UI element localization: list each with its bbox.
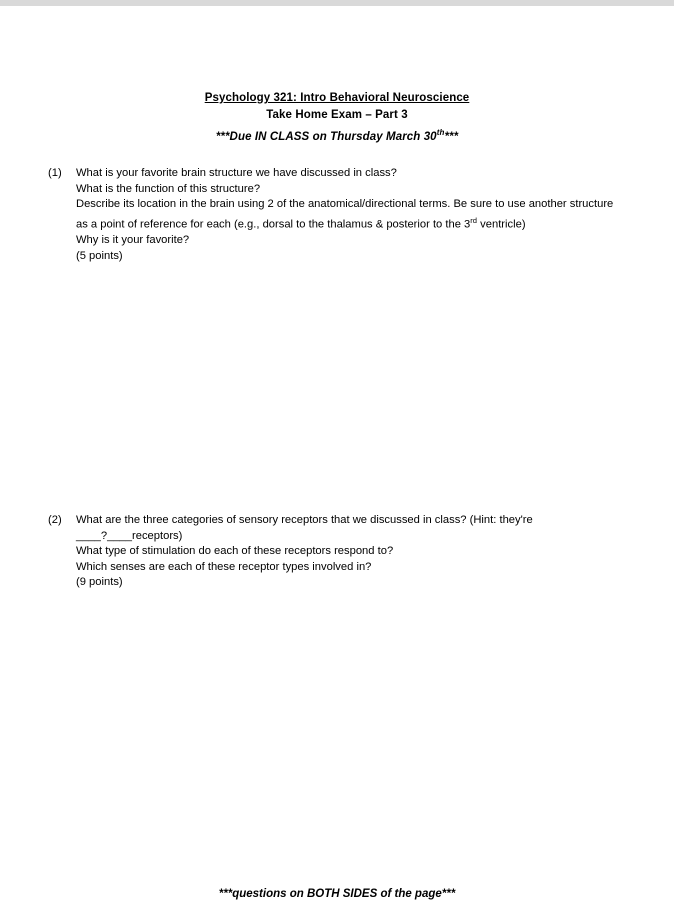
question-2-line-2: ____?____receptors) bbox=[76, 529, 183, 542]
question-1-line-1: What is your favorite brain structure we have discussed in class? bbox=[76, 167, 397, 179]
question-2 bbox=[48, 513, 618, 591]
footer-note: ***questions on BOTH SIDES of the page*** bbox=[218, 888, 456, 900]
question-1-line-2: What is the function of this structure? bbox=[76, 182, 261, 195]
due-date-note bbox=[0, 124, 674, 146]
question-2-line-3: What type of stimulation do each of these receptors respond to? bbox=[76, 545, 394, 558]
page-title: Psychology 321: Intro Behavioral Neuroscience bbox=[204, 92, 470, 104]
question-2-body bbox=[76, 513, 618, 591]
document-header bbox=[0, 90, 674, 146]
question-2-points: (9 points) bbox=[76, 576, 123, 589]
question-2-line-1: What are the three categories of sensory receptors that we discussed in class? (Hint: they're bbox=[76, 514, 533, 526]
document-page bbox=[0, 6, 674, 915]
due-date-prefix: ***Due IN CLASS on Thursday March 30 bbox=[215, 130, 437, 143]
question-1-body bbox=[76, 166, 618, 264]
question-1 bbox=[48, 166, 618, 264]
page-subtitle: Take Home Exam – Part 3 bbox=[266, 109, 408, 121]
question-2-number: (2) bbox=[48, 514, 62, 526]
question-1-points: (5 points) bbox=[76, 249, 123, 262]
question-1-line-3-tail: ventricle) bbox=[477, 218, 526, 231]
question-1-line-3 bbox=[76, 197, 618, 233]
question-1-number: (1) bbox=[48, 167, 62, 179]
due-date-suffix: *** bbox=[444, 130, 459, 143]
due-date-superscript: th bbox=[436, 128, 445, 137]
question-2-line-4: Which senses are each of these receptor types involved in? bbox=[76, 560, 372, 573]
question-1-line-3-superscript: rd bbox=[470, 215, 478, 225]
question-1-line-3-text: Describe its location in the brain using 2 of the anatomical/directional terms. Be sure to use another structure as a point of reference for each (e.g., dorsal to the thalamus & posterior to the 3 bbox=[76, 198, 614, 231]
question-1-line-4: Why is it your favorite? bbox=[76, 234, 190, 247]
